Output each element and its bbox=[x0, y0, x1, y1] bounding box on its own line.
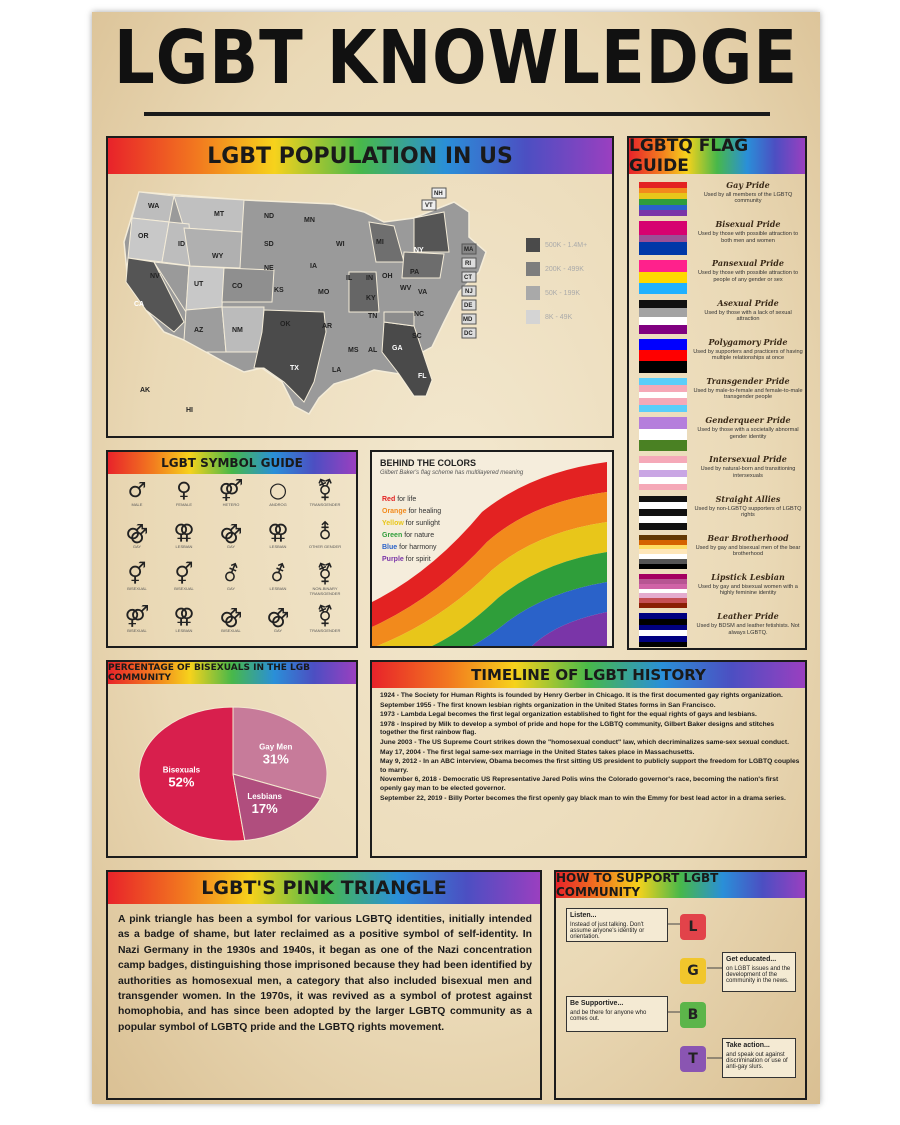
gender-symbol-icon: ⚦ bbox=[269, 562, 287, 586]
gender-symbol-icon: ⚢ bbox=[267, 520, 289, 544]
symbol-label: GAY bbox=[132, 544, 142, 549]
gender-symbol-icon: ⚤ bbox=[218, 478, 244, 502]
symbol-cell bbox=[255, 520, 301, 549]
flag-swatch bbox=[639, 613, 687, 647]
svg-text:CA: CA bbox=[134, 301, 145, 308]
flag-name: Pansexual Pride bbox=[712, 258, 784, 269]
svg-text:CO: CO bbox=[232, 283, 243, 290]
symbol-label: BISEXUAL bbox=[221, 628, 241, 633]
color-meaning-item bbox=[382, 554, 441, 566]
legend-item bbox=[526, 262, 587, 276]
svg-text:HI: HI bbox=[186, 407, 193, 414]
support-letter-t: T bbox=[680, 1046, 706, 1072]
flag-stripe bbox=[639, 642, 687, 648]
gender-symbol-icon: ⚣ bbox=[125, 520, 149, 544]
flag-stripe bbox=[639, 242, 687, 249]
flag-swatch bbox=[639, 456, 687, 490]
pie-slice-label: Lesbians bbox=[247, 792, 283, 802]
symbol-cell bbox=[302, 604, 348, 633]
flag-swatch bbox=[639, 535, 687, 569]
svg-text:IN: IN bbox=[366, 275, 373, 282]
svg-text:KY: KY bbox=[366, 295, 376, 302]
color-meaning: for nature bbox=[404, 532, 435, 539]
svg-text:ND: ND bbox=[264, 213, 275, 220]
color-name: Orange bbox=[382, 508, 407, 515]
flag-stripe bbox=[639, 470, 687, 477]
chart-title: PERCENTAGE OF BISEXUALS IN THE LGB COMMUNITY bbox=[108, 663, 311, 683]
svg-text:RI: RI bbox=[465, 261, 471, 267]
svg-text:DC: DC bbox=[464, 331, 473, 337]
timeline-entry: 1924 - The Society for Human Rights is founded by Henry Gerber in Chicago. It is the first documented gay rights organization. bbox=[380, 692, 783, 699]
color-meaning-list bbox=[382, 494, 441, 566]
svg-text:NM: NM bbox=[232, 327, 243, 334]
flag-stripe bbox=[639, 392, 687, 399]
svg-text:OH: OH bbox=[382, 273, 393, 280]
svg-text:NE: NE bbox=[264, 265, 274, 272]
timeline-entry: September 22, 2019 - Billy Porter becomes the first openly gay black man to win the Emmy for best lead actor in a drama series. bbox=[380, 794, 786, 802]
flag-stripe bbox=[639, 350, 687, 361]
support-panel bbox=[554, 870, 807, 1100]
flag-stripe bbox=[639, 509, 687, 516]
svg-text:GA: GA bbox=[392, 345, 403, 352]
timeline-header bbox=[372, 662, 805, 688]
bisexual-chart-panel bbox=[106, 660, 358, 858]
flag-stripe bbox=[639, 417, 687, 428]
symbol-label: TRANSGENDER bbox=[309, 628, 341, 633]
flag-stripe bbox=[639, 564, 687, 569]
gender-symbol-icon: ⚢ bbox=[173, 520, 195, 544]
color-name: Purple bbox=[382, 556, 404, 563]
flag-stripe bbox=[639, 440, 687, 451]
flag-guide-panel bbox=[627, 136, 807, 650]
flag-stripe bbox=[639, 477, 687, 484]
color-meaning: for harmony bbox=[399, 544, 437, 551]
colors-panel bbox=[370, 450, 614, 648]
support-tip-box bbox=[722, 952, 796, 992]
pie-slice-value: 52% bbox=[168, 774, 195, 790]
symbol-cell bbox=[302, 520, 348, 549]
chart-header bbox=[108, 662, 356, 684]
symbol-label: LESBIAN bbox=[175, 544, 193, 549]
svg-text:MS: MS bbox=[348, 347, 359, 354]
flag-description: Used by gay and bisexual men of the bear brotherhood bbox=[695, 544, 801, 558]
pink-triangle-title: LGBT'S PINK TRIANGLE bbox=[201, 877, 447, 899]
support-tip-heading: Take action... bbox=[726, 1042, 770, 1049]
flag-stripe bbox=[639, 308, 687, 317]
symbol-guide-panel bbox=[106, 450, 358, 648]
legend-swatch bbox=[526, 262, 540, 276]
support-letter-b: B bbox=[680, 1002, 706, 1028]
flag-description: Used by those with a societally abnormal gender identity bbox=[697, 427, 799, 440]
flag-stripe bbox=[639, 484, 687, 491]
flag-swatch bbox=[639, 339, 687, 373]
symbol-guide-title: LGBT SYMBOL GUIDE bbox=[161, 456, 303, 470]
svg-text:NV: NV bbox=[150, 273, 160, 280]
svg-text:OK: OK bbox=[280, 321, 291, 328]
flag-stripe bbox=[639, 248, 687, 255]
symbol-label: GAY bbox=[226, 586, 236, 591]
flag-name: Bear Brotherhood bbox=[707, 532, 789, 543]
flag-stripe bbox=[639, 210, 687, 216]
flag-stripe bbox=[639, 456, 687, 463]
color-meaning-item bbox=[382, 542, 441, 554]
population-title: LGBT POPULATION IN US bbox=[207, 143, 513, 169]
timeline-entry: May 9, 2012 - In an ABC interview, Obama becomes the first sitting US president to publicly support the freedom for LGBTQ couples to marry. bbox=[380, 758, 800, 774]
svg-text:DE: DE bbox=[464, 303, 473, 309]
gender-symbol-icon: ⚦ bbox=[222, 562, 240, 586]
poster bbox=[92, 12, 820, 1104]
flag-description: Used by all members of the LGBTQ community bbox=[703, 192, 793, 205]
symbol-cell bbox=[161, 520, 207, 549]
svg-text:MI: MI bbox=[376, 239, 384, 246]
timeline-title: TIMELINE OF LGBT HISTORY bbox=[471, 666, 706, 684]
support-tip-text: and speak out against discrimination or use of anti-gay slurs. bbox=[726, 1052, 788, 1070]
flag-stripe bbox=[639, 378, 687, 385]
flag-swatch bbox=[639, 378, 687, 412]
symbol-label: BISEXUAL bbox=[127, 628, 147, 633]
symbol-cell bbox=[302, 562, 348, 596]
flag-stripe bbox=[639, 325, 687, 334]
gender-symbol-icon: ♀ bbox=[176, 478, 192, 502]
legend-label: 50K - 199K bbox=[545, 289, 581, 297]
flag-description: Used by gay and bisexual women with a highly feminine identity bbox=[698, 584, 798, 597]
flag-name: Genderqueer Pride bbox=[705, 415, 791, 426]
svg-text:AK: AK bbox=[140, 387, 151, 394]
color-name: Blue bbox=[382, 544, 398, 551]
support-tip-text: and be there for anyone who comes out. bbox=[570, 1010, 647, 1022]
pink-triangle-header bbox=[108, 872, 540, 904]
flag-stripe bbox=[639, 339, 687, 350]
pie-slice-value: 17% bbox=[251, 801, 278, 817]
color-meaning-item bbox=[382, 518, 441, 530]
svg-text:IL: IL bbox=[346, 275, 353, 282]
population-panel bbox=[106, 136, 614, 438]
flag-stripe bbox=[639, 272, 687, 283]
flag-name: Polygamory Pride bbox=[708, 336, 788, 347]
gender-symbol-icon: ⚧ bbox=[316, 478, 334, 502]
symbol-cell bbox=[208, 478, 254, 507]
svg-text:FL: FL bbox=[418, 373, 427, 380]
gender-symbol-icon: ⚤ bbox=[124, 604, 150, 628]
svg-text:LA: LA bbox=[332, 367, 342, 374]
legend-swatch bbox=[526, 310, 540, 324]
colors-subtitle: Gilbert Baker's flag scheme has multilayered meaning bbox=[380, 470, 524, 476]
svg-text:NH: NH bbox=[434, 191, 443, 197]
svg-text:SC: SC bbox=[412, 333, 422, 340]
svg-text:WY: WY bbox=[212, 253, 224, 260]
svg-text:MD: MD bbox=[463, 317, 473, 323]
flag-description: Used by natural-born and transitioning intersexuals bbox=[700, 466, 796, 479]
timeline-entry: June 2003 - The US Supreme Court strikes down the "homosexual conduct" law, which decriminalizes same-sex sexual conduct. bbox=[380, 738, 789, 746]
flag-description: Used by supporters and practicers of having multiple relationships at once bbox=[693, 348, 803, 362]
support-tip-heading: Be Supportive... bbox=[570, 1000, 624, 1007]
svg-text:ID: ID bbox=[178, 241, 185, 248]
svg-text:NC: NC bbox=[414, 311, 425, 318]
svg-text:CT: CT bbox=[464, 275, 472, 281]
gender-symbol-icon: ⚥ bbox=[127, 562, 147, 586]
svg-text:TN: TN bbox=[368, 313, 378, 320]
svg-text:OR: OR bbox=[138, 233, 149, 240]
flag-stripe bbox=[639, 463, 687, 470]
flag-description: Used by non-LGBTQ supporters of LGBTQ rights bbox=[694, 505, 802, 518]
flag-name: Transgender Pride bbox=[706, 376, 790, 386]
flag-description: Used by those with possible attraction to both men and women bbox=[697, 231, 799, 244]
svg-text:MO: MO bbox=[318, 289, 330, 296]
symbol-guide-header bbox=[108, 452, 356, 474]
svg-text:AR: AR bbox=[322, 323, 333, 330]
flag-description: Used by those with possible attraction to people of any gender or sex bbox=[697, 270, 799, 283]
pie-slice-label: Gay Men bbox=[259, 742, 293, 752]
legend-label: 200K - 499K bbox=[545, 265, 584, 273]
color-meaning: for life bbox=[397, 496, 417, 503]
symbol-label: NON-BINARY TRANSGENDER bbox=[309, 586, 341, 596]
legend-item bbox=[526, 238, 587, 252]
flag-stripe bbox=[639, 260, 687, 271]
symbol-cell bbox=[208, 604, 254, 633]
svg-text:TX: TX bbox=[290, 365, 299, 372]
symbol-label: ANDROG bbox=[269, 502, 287, 507]
symbol-label: MALE bbox=[131, 502, 143, 507]
flag-description: Used by male-to-female and female-to-male transgender people bbox=[693, 388, 803, 401]
gender-symbol-icon: ⚧ bbox=[316, 604, 334, 628]
support-title: HOW TO SUPPORT LGBT COMMUNITY bbox=[556, 871, 719, 899]
title-divider bbox=[144, 112, 770, 116]
flag-stripe bbox=[639, 228, 687, 235]
timeline-entry: November 6, 2018 - Democratic US Representative Jared Polis wins the Colorado governor's race, becoming the nation's first openly gay man to be elected governor. bbox=[380, 776, 779, 792]
symbol-label: LESBIAN bbox=[269, 544, 287, 549]
flag-stripe bbox=[639, 496, 687, 503]
symbol-label: OTHER GENDER bbox=[308, 544, 342, 549]
flag-name: Straight Allies bbox=[715, 493, 781, 504]
pie-slice-value: 31% bbox=[262, 751, 289, 767]
support-tip-heading: Get educated... bbox=[726, 956, 777, 963]
flag-stripe bbox=[639, 405, 687, 412]
symbol-cell bbox=[161, 478, 207, 507]
legend-swatch bbox=[526, 238, 540, 252]
support-letter-l: L bbox=[680, 914, 706, 940]
flag-guide-header bbox=[629, 138, 805, 174]
pie-chart bbox=[138, 706, 328, 846]
svg-text:SD: SD bbox=[264, 241, 274, 248]
flag-stripe bbox=[639, 300, 687, 309]
gender-symbol-icon: ⚥ bbox=[174, 562, 194, 586]
timeline-entry: 1978 - Inspired by Milk to develop a symbol of pride and hope for the LGBTQ community, Gilbert Baker designs and stitches together the first rainbow flag. bbox=[380, 720, 775, 737]
support-tip-box bbox=[566, 908, 668, 942]
symbol-cell bbox=[208, 562, 254, 591]
flag-swatch bbox=[639, 300, 687, 334]
timeline-entry: September 1955 - The first known lesbian rights organization in the United States forms in San Francisco. bbox=[380, 701, 716, 709]
svg-text:PA: PA bbox=[410, 269, 420, 276]
symbol-cell bbox=[255, 562, 301, 591]
gender-symbol-icon: ⚣ bbox=[219, 604, 243, 628]
svg-text:NJ: NJ bbox=[465, 289, 473, 295]
symbol-cell bbox=[114, 520, 160, 549]
flag-swatch bbox=[639, 182, 687, 216]
flag-guide-title: LGBTQ FLAG GUIDE bbox=[629, 136, 749, 176]
gender-symbol-icon: ⚢ bbox=[173, 604, 195, 628]
svg-text:MA: MA bbox=[464, 247, 474, 253]
symbol-label: GAY bbox=[273, 628, 283, 633]
flag-stripe bbox=[639, 603, 687, 608]
flag-name: Lipstick Lesbian bbox=[711, 572, 785, 582]
gender-symbol-icon: ○ bbox=[268, 478, 288, 502]
pie-slice-label: Bisexuals bbox=[162, 765, 201, 775]
colors-title: BEHIND THE COLORS bbox=[380, 458, 477, 468]
support-tip-box bbox=[722, 1038, 796, 1078]
legend-label: 500K - 1.4M+ bbox=[545, 241, 588, 249]
svg-text:AZ: AZ bbox=[194, 327, 204, 334]
flag-stripe bbox=[639, 235, 687, 242]
svg-text:IA: IA bbox=[310, 263, 317, 270]
flag-name: Intersexual Pride bbox=[709, 454, 787, 465]
flag-name: Asexual Pride bbox=[717, 297, 779, 308]
svg-text:NY: NY bbox=[414, 247, 424, 254]
svg-text:VA: VA bbox=[418, 289, 428, 296]
support-tip-text: on LGBT issues and the development of the community in the news. bbox=[726, 966, 791, 984]
flag-swatch bbox=[639, 221, 687, 255]
symbol-label: BISEXUAL bbox=[127, 586, 147, 591]
symbol-label: FEMALE bbox=[175, 502, 192, 507]
gender-symbol-icon: ⚣ bbox=[219, 520, 243, 544]
us-map bbox=[114, 182, 494, 422]
pink-triangle-panel bbox=[106, 870, 542, 1100]
flag-stripe bbox=[639, 361, 687, 372]
svg-text:WV: WV bbox=[400, 285, 412, 292]
symbol-cell bbox=[114, 478, 160, 507]
flag-description: Used by those with a lack of sexual attraction bbox=[704, 309, 792, 322]
flag-stripe bbox=[639, 385, 687, 392]
symbol-cell bbox=[302, 478, 348, 507]
svg-text:MT: MT bbox=[214, 211, 225, 218]
symbol-label: LESBIAN bbox=[269, 586, 287, 591]
symbol-cell bbox=[255, 478, 301, 507]
legend-label: 8K - 49K bbox=[545, 313, 573, 321]
flag-stripe bbox=[639, 398, 687, 405]
flag-name: Leather Pride bbox=[717, 611, 779, 622]
flag-name: Gay Pride bbox=[726, 180, 770, 190]
flag-swatch bbox=[639, 574, 687, 608]
timeline-panel bbox=[370, 660, 807, 858]
symbol-cell bbox=[114, 604, 160, 633]
svg-text:KS: KS bbox=[274, 287, 284, 294]
svg-text:UT: UT bbox=[194, 281, 204, 288]
flag-name: Bisexual Pride bbox=[715, 219, 781, 230]
symbol-label: HETERO bbox=[222, 502, 240, 507]
flag-swatch bbox=[639, 496, 687, 530]
flag-swatch bbox=[639, 260, 687, 294]
color-meaning-item bbox=[382, 506, 441, 518]
color-meaning-item bbox=[382, 530, 441, 542]
legend-item bbox=[526, 286, 587, 300]
flag-swatch bbox=[639, 417, 687, 451]
color-name: Yellow bbox=[382, 520, 404, 527]
gender-symbol-icon: ⚨ bbox=[316, 520, 334, 544]
color-meaning: for spirit bbox=[405, 556, 431, 563]
color-meaning: for healing bbox=[408, 508, 442, 515]
svg-text:MN: MN bbox=[304, 217, 315, 224]
svg-text:VT: VT bbox=[425, 203, 433, 209]
support-tip-box bbox=[566, 996, 668, 1032]
timeline-entry: May 17, 2004 - The first legal same-sex marriage in the United States takes place in Massachusetts. bbox=[380, 748, 695, 756]
gender-symbol-icon: ⚧ bbox=[316, 562, 334, 586]
support-tip-text: Instead of just talking. Don't assume anyone's identity or orientation. bbox=[570, 922, 645, 940]
symbol-label: LESBIAN bbox=[175, 628, 193, 633]
timeline-entry: 1973 - Lambda Legal becomes the first legal organization established to fight for the equal rights of gays and lesbians. bbox=[380, 711, 757, 719]
svg-text:AL: AL bbox=[368, 347, 378, 354]
population-header bbox=[108, 138, 612, 174]
symbol-cell bbox=[255, 604, 301, 633]
svg-text:WA: WA bbox=[148, 203, 160, 210]
color-name: Red bbox=[382, 496, 396, 503]
symbol-label: TRANSGENDER bbox=[309, 502, 341, 507]
symbol-label: GAY bbox=[226, 544, 236, 549]
symbol-cell bbox=[161, 604, 207, 633]
gender-symbol-icon: ♂ bbox=[127, 478, 147, 502]
support-letter-g: G bbox=[680, 958, 706, 984]
flag-stripe bbox=[639, 502, 687, 509]
symbol-label: BISEXUAL bbox=[174, 586, 194, 591]
flag-description: Used by BDSM and leather fetishists. Not always LGBTQ. bbox=[696, 623, 800, 636]
page-title: LGBT KNOWLEDGE bbox=[113, 16, 799, 102]
timeline-list bbox=[380, 692, 800, 804]
symbol-cell bbox=[114, 562, 160, 591]
color-meaning-item bbox=[382, 494, 441, 506]
flag-stripe bbox=[639, 283, 687, 294]
flag-stripe bbox=[639, 317, 687, 326]
flag-stripe bbox=[639, 429, 687, 440]
support-tip-heading: Listen... bbox=[570, 912, 597, 919]
color-name: Green bbox=[382, 532, 403, 539]
svg-text:WI: WI bbox=[336, 241, 345, 248]
legend-item bbox=[526, 310, 587, 324]
flag-stripe bbox=[639, 523, 687, 530]
symbol-cell bbox=[161, 562, 207, 591]
flag-stripe bbox=[639, 516, 687, 523]
symbol-cell bbox=[208, 520, 254, 549]
gender-symbol-icon: ⚣ bbox=[266, 604, 290, 628]
map-legend bbox=[526, 238, 587, 324]
pink-triangle-body: A pink triangle has been a symbol for various LGBTQ identities, initially intended as a badge of shame, but later reclaimed as a positive symbol of self-identity. In Nazi Germany in the 1930s and 1940s, it began as one of the Nazi concentration camp badges, distinguishing those imprisoned because they had been identified by authorities as homosexual men, a category that also included bisexual men and transgender women. In the 1970s, it was revived as a symbol of protest against homophobia, and has since been adopted by the larger LGBTQ community as a popular symbol of LGBTQ pride and the LGBTQ rights movement. bbox=[118, 914, 532, 1033]
legend-swatch bbox=[526, 286, 540, 300]
flag-stripe bbox=[639, 221, 687, 228]
color-meaning: for sunlight bbox=[405, 520, 440, 527]
